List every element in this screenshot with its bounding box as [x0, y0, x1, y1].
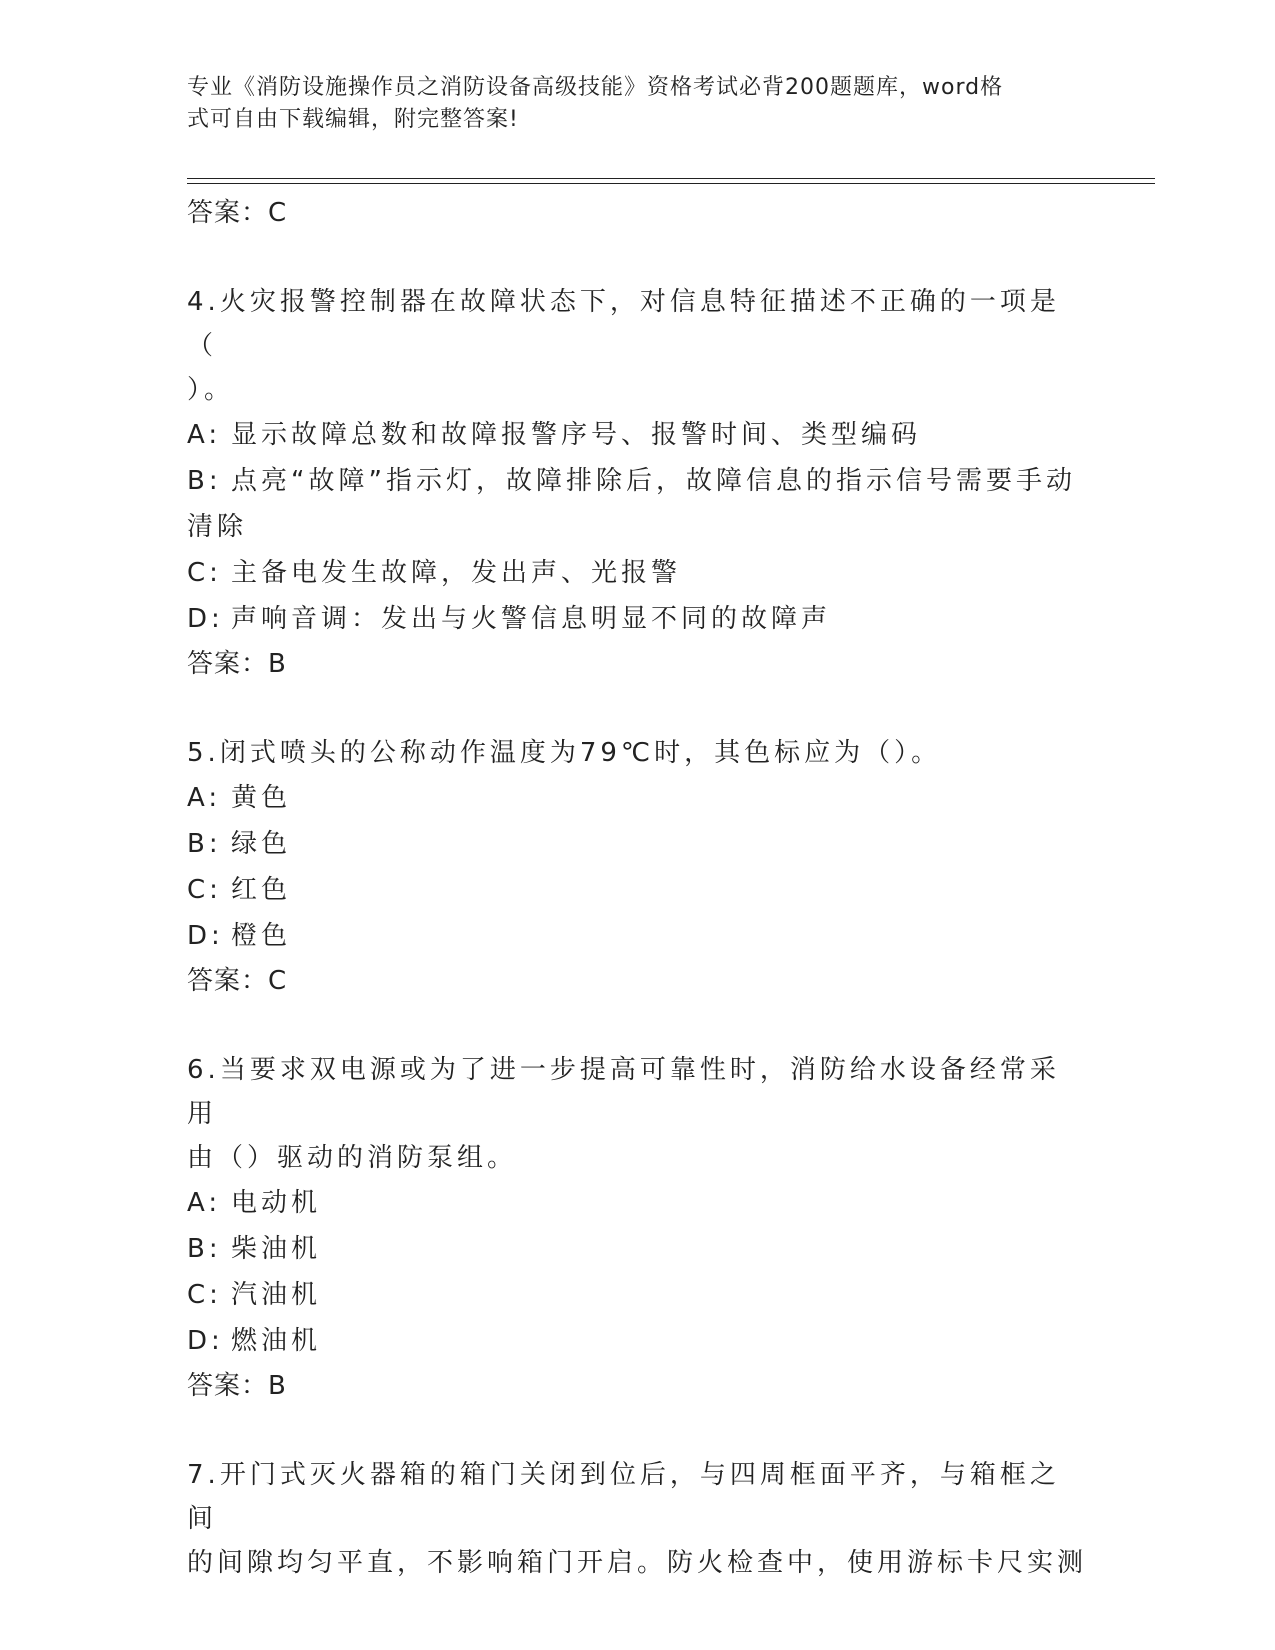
- option-d: [187, 913, 1087, 959]
- option-text: 主备电发生故障，发出声、光报警: [231, 558, 682, 588]
- option-text: 绿色: [231, 829, 292, 859]
- option-b: [187, 458, 1087, 550]
- option-letter: D:: [187, 921, 224, 951]
- question-text: [187, 1453, 1087, 1585]
- header-line-2: 式可自由下载编辑，附完整答案!: [187, 107, 519, 132]
- answer-line: 答案：B: [187, 649, 287, 679]
- option-a: [187, 412, 1087, 458]
- question-text: [187, 731, 1087, 775]
- document-header: [187, 72, 1067, 136]
- option-letter: B:: [187, 1234, 222, 1264]
- option-b: [187, 1226, 1087, 1272]
- header-line-1: 专业《消防设施操作员之消防设备高级技能》资格考试必背200题题库，word格: [187, 75, 1004, 100]
- answer-line: 答案：C: [187, 966, 288, 996]
- question-text-line: 火灾报警控制器在故障状态下，对信息特征描述不正确的一项是（: [187, 287, 1060, 361]
- option-letter: B:: [187, 466, 222, 496]
- option-text: 柴油机: [231, 1234, 322, 1264]
- option-letter: A:: [187, 783, 222, 813]
- option-a: [187, 1180, 1087, 1226]
- option-letter: D:: [187, 1326, 224, 1356]
- option-c: [187, 867, 1087, 913]
- header-divider-top: [187, 178, 1155, 179]
- option-letter: C:: [187, 875, 222, 905]
- option-text: 红色: [231, 875, 292, 905]
- question-number: 4.: [187, 287, 220, 317]
- option-text: 黄色: [231, 783, 292, 813]
- option-text: 显示故障总数和故障报警序号、报警时间、类型编码: [231, 420, 922, 450]
- question-number: 6.: [187, 1055, 220, 1085]
- option-text: 橙色: [231, 921, 292, 951]
- header-divider-bottom: [187, 183, 1155, 184]
- question-text: [187, 1048, 1087, 1180]
- option-d: [187, 1318, 1087, 1364]
- option-letter: D:: [187, 604, 224, 634]
- answer-line: 答案：B: [187, 1371, 287, 1401]
- option-letter: A:: [187, 1188, 222, 1218]
- question-text-line: 当要求双电源或为了进一步提高可靠性时，消防给水设备经常采用: [187, 1055, 1060, 1129]
- option-letter: A:: [187, 420, 222, 450]
- option-letter: C:: [187, 1280, 222, 1310]
- option-b: [187, 821, 1087, 867]
- question-text-line: 由（）驱动的消防泵组。: [187, 1143, 518, 1173]
- option-text: 点亮“故障”指示灯，故障排除后，故障信息的指示信号需要手动: [231, 466, 1076, 496]
- question-text: [187, 280, 1087, 412]
- option-d: [187, 596, 1087, 642]
- question-number: 7.: [187, 1460, 220, 1490]
- question-list: [187, 191, 1087, 1585]
- option-letter: C:: [187, 558, 222, 588]
- option-c: [187, 550, 1087, 596]
- option-letter: B:: [187, 829, 222, 859]
- question-text-line: 闭式喷头的公称动作温度为79℃时，其色标应为（）。: [219, 738, 942, 768]
- option-text: 汽油机: [231, 1280, 322, 1310]
- question-number: 5.: [187, 738, 220, 768]
- option-text: 电动机: [231, 1188, 322, 1218]
- question-text-line: 开门式灭火器箱的箱门关闭到位后，与四周框面平齐，与箱框之间: [187, 1460, 1060, 1534]
- option-a: [187, 775, 1087, 821]
- answer-line: 答案：C: [187, 198, 288, 228]
- option-text: 声响音调：发出与火警信息明显不同的故障声: [231, 604, 832, 634]
- question-text-line: ）。: [187, 375, 235, 405]
- question-text-line: 的间隙均匀平直，不影响箱门开启。防火检查中，使用游标卡尺实测: [187, 1548, 1088, 1578]
- option-text-continued: 清除: [187, 512, 248, 542]
- option-text: 燃油机: [231, 1326, 322, 1356]
- option-c: [187, 1272, 1087, 1318]
